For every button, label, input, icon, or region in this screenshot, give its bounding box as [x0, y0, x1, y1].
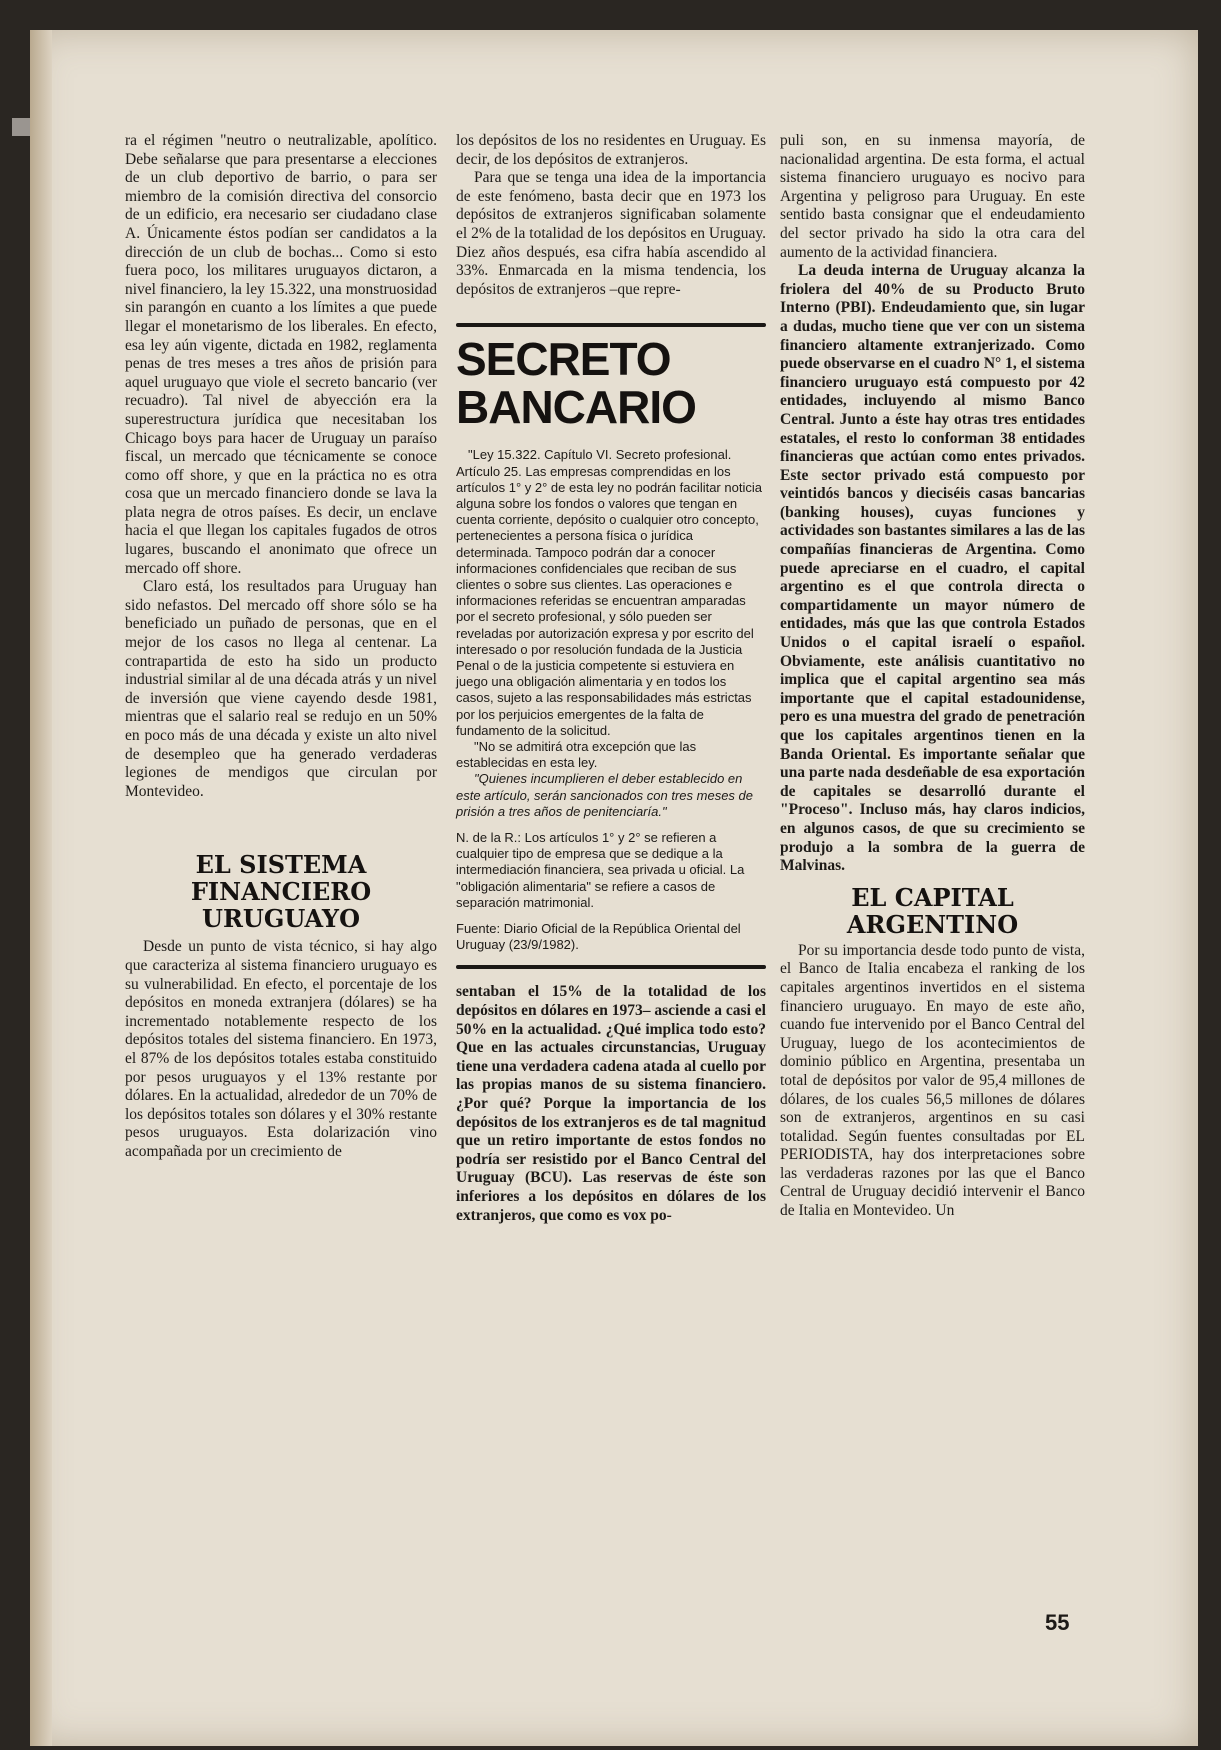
column-3 [780, 132, 1085, 1221]
heading-capital-argentino: EL CAPITAL ARGENTINO [846, 882, 1019, 939]
col3-internal-debt-paragraph: La deuda interna de Uruguay alcanza la friolera del 40% de su Producto Bruto Interno (PBI). Endeudamiento que, sin lugar a dudas, mucho tiene que ver con un sistema financiero altamente extranjerizado. Como puede observarse en el cuadro N° 1, el sistema financiero uruguayo está compuesto por 42 entidades, incluyendo al mismo Banco Central. Junto a éste hay otras tres entidades estatales, el resto lo conforman 38 entidades financieras que actúan como entes privados. Este sector privado está compuesto por veintidós bancos y dieciséis casas bancarias (banking houses), cuyas funciones y actividades son bastantes similares a las de las compañías financieras de Argentina. Como puede apreciarse en el cuadro, el capital argentino es el que controla directa o compartidamente un mayor número de entidades, más que las que controla Estados Unidos o el capital israelí o español. Obviamente, este análisis cuantitativo no implica que el capital argentino sea más importante que el capital estadounidense, pero es una muestra del grado de penetración que los capitales argentinos tienen en la Banda Oriental. Es importante señalar que una parte nada desdeñable de esa exportación de capitales se desarrolló durante el "Proceso". Incluso más, hay claros indicios, en algunos casos, de que su crecimiento se produjo a la sombra de la guerra de Malvinas. [780, 262, 1085, 875]
col1-intro-paragraph: ra el régimen "neutro o neutralizable, apolítico. Debe señalarse que para presentarse a elecciones de un club deportivo de barrio, o para ser miembro de la comisión directiva del consorcio de un edificio, era necesario ser ciudadano clase A. Únicamente éstos podían ser candidatos a la dirección de un club de bochas... Como si esto fuera poco, los militares uruguayos dictaron, a nivel financiero, la ley 15.322, una monstruosidad sin parangón en cuanto a los límites a que puede llegar el monetarismo de los liberales. En efecto, esa ley aún vigente, dictada en 1982, reglamenta penas de tres meses a tres años de prisión para aquel uruguayo que viole el secreto bancario (ver recuadro). Tal nivel de abyección era la superestructura jurídica que necesitaban los Chicago boys para hacer de Uruguay un paraíso fiscal, un mercado que técnicamente se conoce como off shore, y que en la práctica no es otra cosa que un mercado financiero donde se lava la plata negra de otros países. Es decir, un enclave hacia el que llegan los capitales fugados de otros lugares, buscando el anonimato que ofrece un mercado off shore. [125, 132, 437, 577]
box-exception-text: "No se admitirá otra excepción que las establecidas en esta ley. [456, 739, 697, 771]
scan-margin-mark [12, 118, 30, 136]
col2-dollar-deposits-paragraph: sentaban el 15% de la totalidad de los depósitos en dólares en 1973– asciende a casi el 50% en la actualidad. ¿Qué implica todo esto? Que en las actuales circunstancias, Uruguay tiene una verdadera cadena atada al cuello por las propias manos de su sistema financiero. ¿Por qué? Porque la importancia de los depósitos de los extranjeros es de tal magnitud que un retiro importante de estos fondos no podría ser resistido por el Banco Central del Uruguay (BCU). Las reservas de éste son inferiores a los depósitos en dólares de los extranjeros, que como es vox po- [456, 983, 766, 1224]
col3-nationality-paragraph: puli son, en su inmensa mayoría, de nacionalidad argentina. De esta forma, el actual sistema financiero uruguayo es nocivo para Argentina y peligroso para Uruguay. En este sentido basta consignar que el endeudamiento del sector privado ha sido la otra cara del aumento de la actividad financiera. [780, 132, 1085, 261]
col2-continuation-paragraph: los depósitos de los no residentes en Uruguay. Es decir, de los depósitos de extranjeros. [456, 132, 766, 168]
page-binding-edge [30, 30, 52, 1746]
scan-top-border [0, 0, 1221, 30]
secreto-bancario-box [456, 323, 766, 969]
column-1 [125, 132, 437, 1162]
col1-results-paragraph: Claro está, los resultados para Uruguay han sido nefastos. Del mercado off shore sólo se ha beneficiado un puñado de personas, que en el mejor de los casos no llega al centenar. La contrapartida de esto ha sido un producto industrial similar al de una década atrás y un nivel de inversión que viene cayendo desde 1981, mientras que el salario real se redujo en un 50% en poco más de una década y existe un alto nivel de desempleo que ha generado verdaderas legiones de mendigos que circulan por Montevideo. [125, 578, 437, 800]
box-penalty-text: "Quienes incumplieren el deber establecido en este artículo, serán sancionados con tres meses de prisión a tres años de penitenciaría." [456, 771, 753, 819]
col3-banco-italia-paragraph: Por su importancia desde todo punto de vista, el Banco de Italia encabeza el ranking de los capitales argentinos invertidos en el sistema financiero uruguayo. En mayo de este año, cuando fue intervenido por el Banco Central del Uruguay, luego de los acontecimientos de dominio público en Argentina, presentaba un total de depósitos por valor de 95,4 millones de dólares, de los cuales 56,5 millones de dólares son de extranjeros, argentinos en su casi totalidad. Según fuentes consultadas por EL PERIODISTA, hay dos interpretaciones sobre las verdaderas razones por las que el Banco Central de Uruguay decidió intervenir el Banco de Italia en Montevideo. Un [780, 941, 1085, 1220]
box-law-text: "Ley 15.322. Capítulo VI. Secreto profesional. Artículo 25. Las empresas comprendidas en los artículos 1° y 2° de esta ley no podrán facilitar noticia alguna sobre los fondos o valores que tengan en cuenta corriente, depósito o cualquier otro concepto, pertenecientes a persona física o jurídica determinada. Tampoco podrán dar a conocer informaciones confidenciales que reciban de sus clientes o sobre sus clientes. Las operaciones e informaciones referidas se encuentran amparadas por el secreto profesional, y sólo pueden ser reveladas por autorización expresa y por escrito del interesado o por resolución fundada de la Justicia Penal o de la justicia competente si estuviera en juego una obligación alimentaria y en todos los casos, sujeto a las responsabilidades más estrictas por los perjuicios emergentes de la falta de fundamento de la solicitud. [456, 447, 762, 738]
box-source: Fuente: Diario Oficial de la República Oriental del Uruguay (23/9/1982). [456, 921, 741, 953]
page-number: 55 [1045, 1610, 1070, 1635]
column-2 [456, 132, 766, 1225]
box-editor-note: N. de la R.: Los artículos 1° y 2° se refieren a cualquier tipo de empresa que se dedique a la intermediación financiera, sea privada u oficial. La "obligación alimentaria" se refiere a casos de separación matrimonial. [456, 830, 745, 910]
col2-importance-paragraph: Para que se tenga una idea de la importancia de este fenómeno, basta decir que en 1973 los depósitos de extranjeros significaban solamente el 2% de la totalidad de los depósitos en Uruguay. Diez años después, esa cifra había ascendido al 33%. Enmarcada en la misma tendencia, los depósitos de extranjeros –que repre- [456, 169, 766, 298]
col1-vulnerability-paragraph: Desde un punto de vista técnico, si hay algo que caracteriza al sistema financiero uruguayo es su vulnerabilidad. En efecto, el porcentaje de los depósitos en moneda extranjera (dólares) se ha incrementado notablemente respecto de los depósitos totales del sistema financiero. En 1973, el 87% de los depósitos totales estaba constituido por pesos uruguayos y el 13% restante por dólares. En la actualidad, alrededor de un 70% de los depósitos totales son dólares y el 30% restante pesos uruguayos. Esta dolarización vino acompañada por un crecimiento de [125, 938, 437, 1160]
box-title-bancario: BANCARIO [456, 381, 696, 434]
box-body [456, 447, 766, 953]
box-title-secreto: SECRETO [456, 333, 671, 386]
heading-sistema-financiero: EL SISTEMA FINANCIERO URUGUAYO [190, 850, 372, 934]
